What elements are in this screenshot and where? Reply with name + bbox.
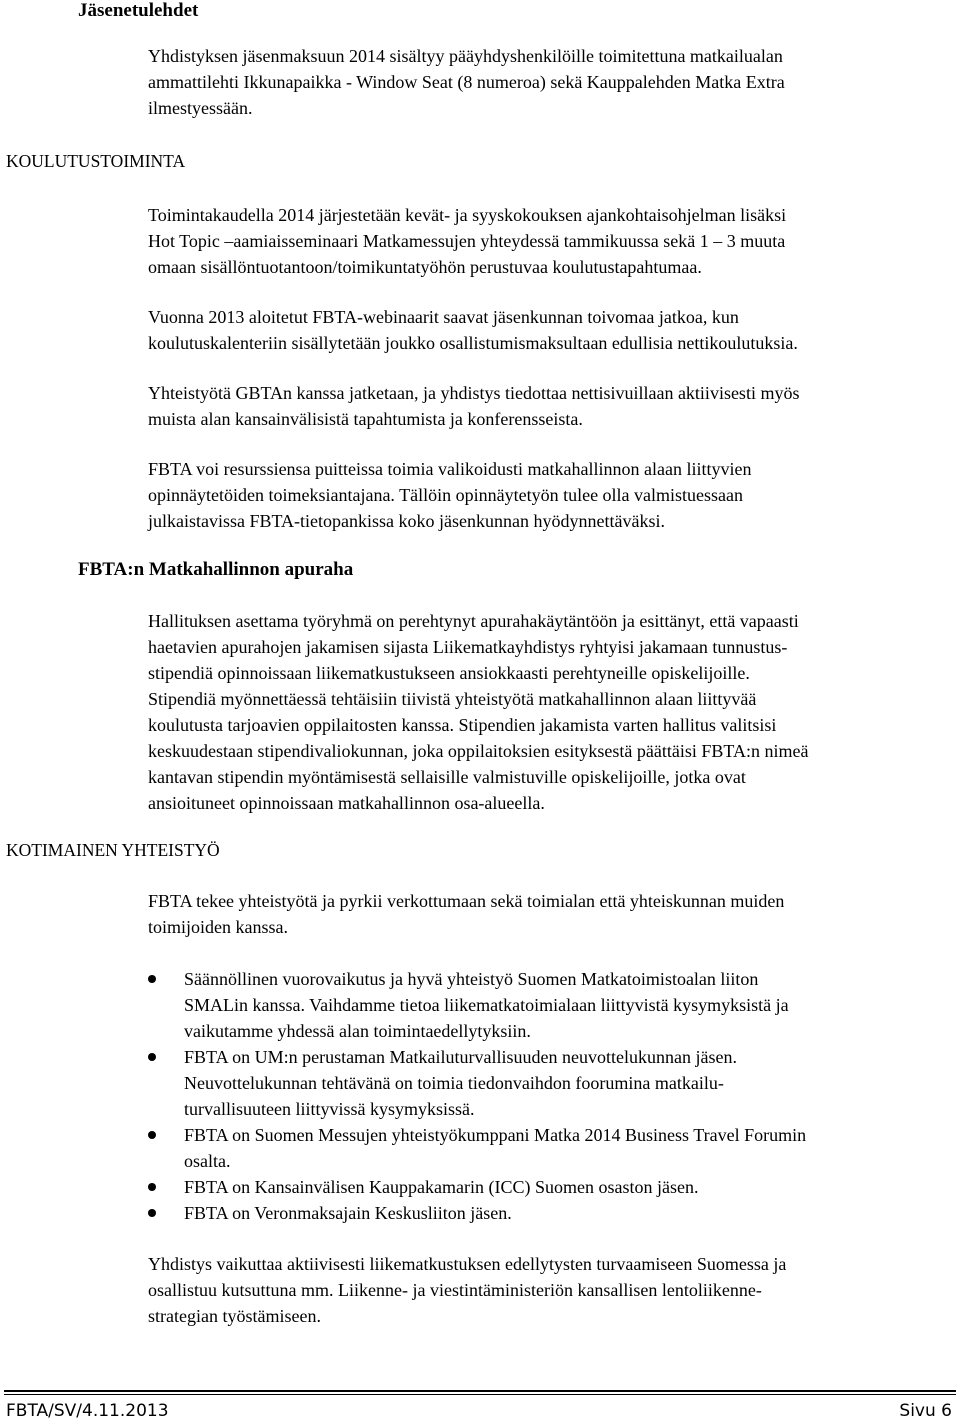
paragraph-apuraha	[148, 608, 953, 816]
bullet-icon	[148, 1053, 156, 1061]
bullet-icon	[148, 1131, 156, 1139]
paragraph-lentoliikenne	[148, 1251, 953, 1329]
list-item	[148, 1174, 953, 1200]
text-line: strategian työstämiseen.	[148, 1306, 321, 1326]
bullet-icon	[148, 1209, 156, 1217]
text-line: turvallisuuteen liittyvissä kysymyksissä.	[184, 1099, 475, 1119]
text-line: Hallituksen asettama työryhmä on perehtynyt apurahakäytäntöön ja esittänyt, että vapaasti	[148, 611, 799, 631]
footer-document-id: FBTA/SV/4.11.2013	[6, 1401, 169, 1421]
text-line: FBTA on Kansainvälisen Kauppakamarin (ICC) Suomen osaston jäsen.	[184, 1177, 699, 1197]
text-line: Yhdistys vaikuttaa aktiivisesti liikematkustuksen edellytysten turvaamiseen Suomessa ja	[148, 1254, 787, 1274]
paragraph-koulutustapahtumat	[148, 202, 953, 280]
text-line: stipendiä opinnoissaan liikematkustukseen ansiokkaasti perehtyneille opiskelijoille.	[148, 663, 750, 683]
text-line: vaikutamme yhdessä alan toimintaedellytyksiin.	[184, 1021, 531, 1041]
text-line: Neuvottelukunnan tehtävänä on toimia tiedonvaihdon foorumina matkailu-	[184, 1073, 724, 1093]
heading-jasenetulehdet: Jäsenetulehdet	[78, 0, 199, 21]
heading-kotimainen-yhteistyo: KOTIMAINEN YHTEISTYÖ	[6, 840, 220, 860]
text-line: opinnäytetöiden toimeksiantajana. Tällöin opinnäytetyön tulee olla valmistuessaan	[148, 485, 744, 505]
text-line: FBTA on Veronmaksajain Keskusliiton jäsen.	[184, 1203, 512, 1223]
bullet-icon	[148, 975, 156, 983]
paragraph-yhteistyo-intro	[148, 888, 953, 940]
text-line: ilmestyessään.	[148, 98, 253, 118]
heading-apuraha: FBTA:n Matkahallinnon apuraha	[78, 559, 354, 580]
text-line: ammattilehti Ikkunapaikka - Window Seat (8 numeroa) sekä Kauppalehden Matka Extra	[148, 72, 785, 92]
bullet-list	[148, 966, 953, 1226]
text-line: FBTA on UM:n perustaman Matkailuturvallisuuden neuvottelukunnan jäsen.	[184, 1047, 737, 1067]
text-line: toimijoiden kanssa.	[148, 917, 288, 937]
text-line: kantavan stipendin myöntämisestä sellaisille valmistuville opiskelijoille, jotka ovat	[148, 767, 746, 787]
text-line: koulutuskalenteriin sisällytetään joukko osallistumismaksultaan edullisia nettikoulutuksia.	[148, 333, 798, 353]
text-line: keskuudestaan stipendivaliokunnan, joka oppilaitoksien esityksestä päättäisi FBTA:n nimeä	[148, 741, 809, 761]
text-line: Toimintakaudella 2014 järjestetään kevät- ja syyskokouksen ajankohtaisohjelman lisäksi	[148, 205, 787, 225]
text-line: Yhteistyötä GBTAn kanssa jatketaan, ja yhdistys tiedottaa nettisivuillaan aktiivisesti myös	[148, 383, 800, 403]
text-line: SMALin kanssa. Vaihdamme tietoa liikematkatoimialaan liittyvistä kysymyksistä ja	[184, 995, 789, 1015]
text-line: FBTA on Suomen Messujen yhteistyökumppani Matka 2014 Business Travel Forumin	[184, 1125, 807, 1145]
bullet-icon	[148, 1183, 156, 1191]
footer-divider	[4, 1390, 956, 1392]
paragraph-gbta	[148, 380, 953, 432]
text-line: Vuonna 2013 aloitetut FBTA-webinaarit saavat jäsenkunnan toivomaa jatkoa, kun	[148, 307, 739, 327]
text-line: muista alan kansainvälisistä tapahtumista ja konferensseista.	[148, 409, 583, 429]
paragraph-webinaarit	[148, 304, 953, 356]
text-line: osalta.	[184, 1151, 231, 1171]
text-line: FBTA tekee yhteistyötä ja pyrkii verkottumaan sekä toimialan että yhteiskunnan muiden	[148, 891, 785, 911]
footer-page-number: Sivu 6	[899, 1401, 952, 1421]
text-line: Säännöllinen vuorovaikutus ja hyvä yhteistyö Suomen Matkatoimistoalan liiton	[184, 969, 759, 989]
text-line: omaan sisällöntuotantoon/toimikuntatyöhön perustuvaa koulutustapahtumaa.	[148, 257, 702, 277]
text-line: Stipendiä myönnettäessä tehtäisiin tiivistä yhteistyötä matkahallinnon alaan liittyvää	[148, 689, 757, 709]
text-line: Hot Topic –aamiaisseminaari Matkamessujen yhteydessä tammikuussa sekä 1 – 3 muuta	[148, 231, 786, 251]
list-item	[148, 1200, 953, 1226]
text-line: FBTA voi resurssiensa puitteissa toimia valikoidusti matkahallinnon alaan liittyvien	[148, 459, 752, 479]
text-line: koulutusta tarjoavien oppilaitosten kanssa. Stipendien jakamista varten hallitus valitsisi	[148, 715, 777, 735]
list-item	[148, 966, 953, 1044]
text-line: haetavien apurahojen jakamisen sijasta Liikematkayhdistys ryhtyisi jakamaan tunnustus-	[148, 637, 788, 657]
footer-divider	[4, 1394, 956, 1395]
list-item	[148, 1044, 953, 1122]
text-line: julkaistavissa FBTA-tietopankissa koko jäsenkunnan hyödynnettäväksi.	[148, 511, 665, 531]
text-line: ansioituneet opinnoissaan matkahallinnon osa-alueella.	[148, 793, 545, 813]
text-line: osallistuu kutsuttuna mm. Liikenne- ja viestintäministeriön kansallisen lentoliikenne-	[148, 1280, 762, 1300]
text-line: Yhdistyksen jäsenmaksuun 2014 sisältyy pääyhdyshenkilöille toimitettuna matkailualan	[148, 46, 783, 66]
paragraph-opinnaytteet	[148, 456, 953, 534]
paragraph-jasenetulehdet	[148, 43, 953, 121]
list-item	[148, 1122, 953, 1174]
heading-koulutustoiminta: KOULUTUSTOIMINTA	[6, 151, 186, 171]
